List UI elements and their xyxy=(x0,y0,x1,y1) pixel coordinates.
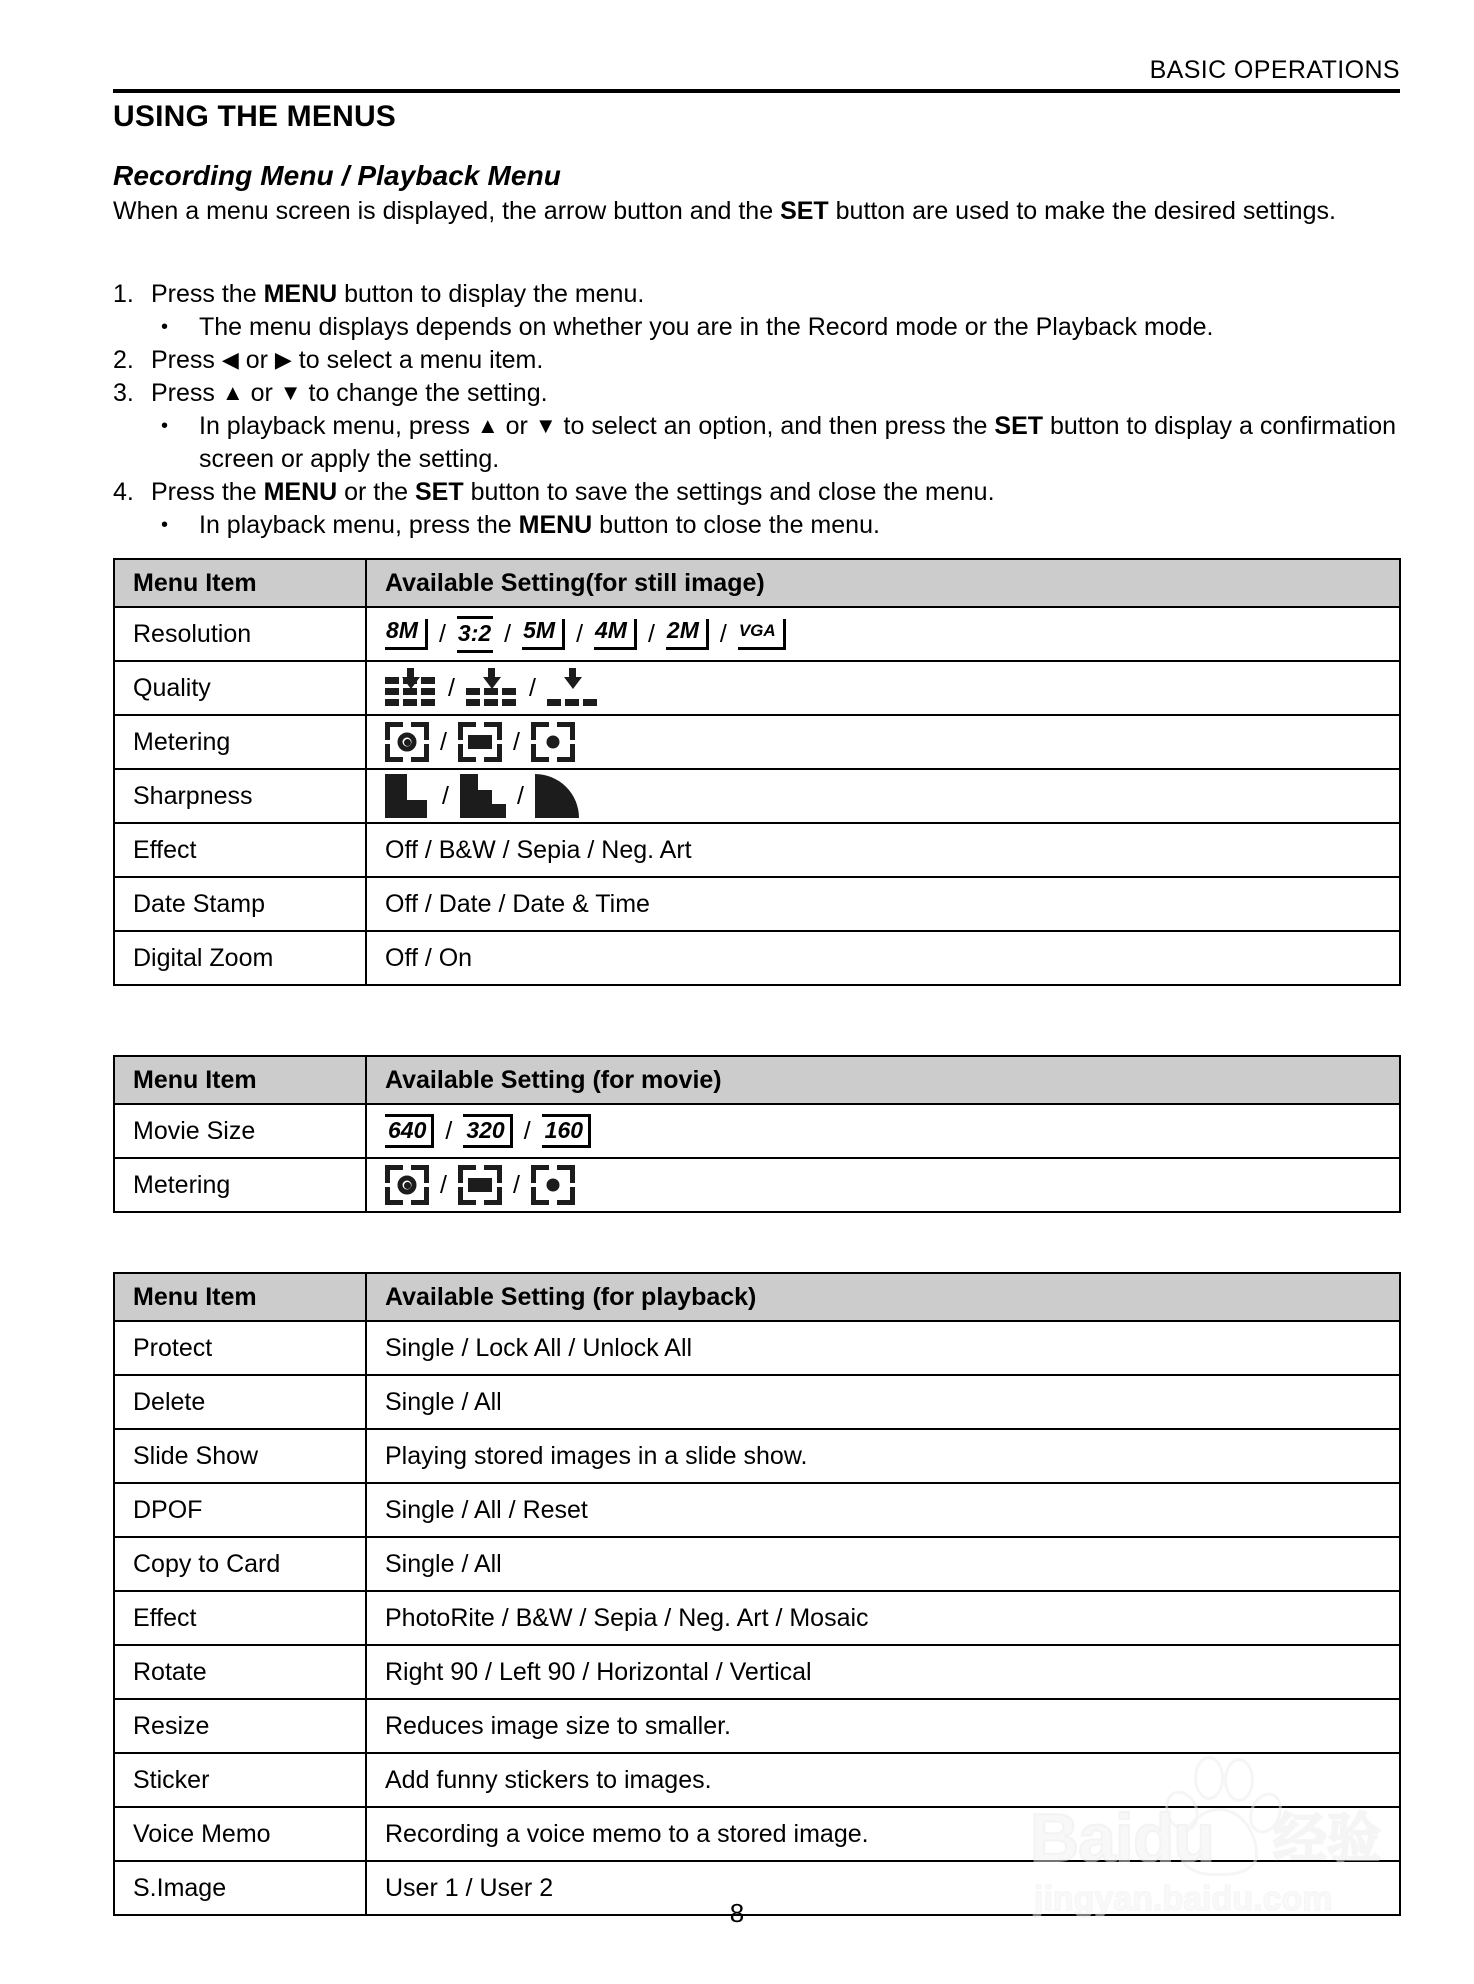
metering-multi-icon xyxy=(458,1165,502,1205)
cell-setting-sharpness xyxy=(366,769,1400,823)
movie-size-160-icon: 160 xyxy=(542,1114,591,1148)
resolution-3to2-icon: 3:2 xyxy=(457,616,493,653)
cell-setting-resolution xyxy=(366,607,1400,661)
table-playback xyxy=(113,1272,1401,1916)
step-mid: or xyxy=(243,379,280,407)
icon-separator: / xyxy=(438,619,446,648)
arrow-down-icon: ▼ xyxy=(534,413,557,438)
cell-menu-item: Copy to Card xyxy=(114,1537,366,1591)
metering-icon-row xyxy=(385,1165,1399,1205)
cell-menu-item: S.Image xyxy=(114,1861,366,1915)
sub-step-text: The menu displays depends on whether you are in the Record mode or the Playback mode. xyxy=(199,313,1214,341)
sub-pre: In playback menu, press xyxy=(199,412,477,440)
cell-menu-item: Metering xyxy=(114,1158,366,1212)
table-row-delete xyxy=(114,1375,1400,1429)
running-header-text: BASIC OPERATIONS xyxy=(1149,56,1400,84)
step-mid: or the xyxy=(337,478,415,506)
movie-size-640-icon: 640 xyxy=(385,1114,434,1148)
arrow-up-icon: ▲ xyxy=(221,380,244,405)
table-row-effect xyxy=(114,823,1400,877)
cell-setting-dpof: Single / All / Reset xyxy=(366,1483,1400,1537)
cell-menu-item: Movie Size xyxy=(114,1104,366,1158)
sharpness-soft-icon xyxy=(535,774,581,818)
cell-setting-voice-memo: Recording a voice memo to a stored image. xyxy=(366,1807,1400,1861)
step-pre: Press xyxy=(151,346,222,374)
icon-separator: / xyxy=(504,619,512,648)
bullet-icon: • xyxy=(161,316,169,338)
running-header xyxy=(113,55,1400,93)
step-text xyxy=(151,476,1413,509)
metering-multi-icon xyxy=(458,722,502,762)
step-bold-menu: MENU xyxy=(263,478,338,506)
table-row-date-stamp xyxy=(114,877,1400,931)
metering-center-icon xyxy=(385,1165,429,1205)
subsection-title: Recording Menu / Playback Menu xyxy=(113,160,561,191)
table-row-digital-zoom xyxy=(114,931,1400,985)
column-header-menu-item: Menu Item xyxy=(114,559,366,607)
table-still-image xyxy=(113,558,1401,986)
step-1 xyxy=(113,278,1413,311)
step-mid: or xyxy=(238,346,275,374)
cell-setting-metering xyxy=(366,1158,1400,1212)
cell-menu-item: Date Stamp xyxy=(114,877,366,931)
table-header-row xyxy=(114,1273,1400,1321)
bullet-icon: • xyxy=(161,415,169,437)
cell-menu-item: Quality xyxy=(114,661,366,715)
step-post: button to display the menu. xyxy=(337,280,645,308)
sub-step-text xyxy=(199,410,1413,476)
table-movie xyxy=(113,1055,1401,1213)
cell-setting-delete: Single / All xyxy=(366,1375,1400,1429)
metering-spot-icon xyxy=(531,722,575,762)
table-row-movie-size xyxy=(114,1104,1400,1158)
quality-economy-icon xyxy=(547,668,599,708)
step-3-sub-1 xyxy=(113,410,1413,476)
intro-prefix: When a menu screen is displayed, the arrow button and the xyxy=(113,197,781,225)
cell-setting-movie-size xyxy=(366,1104,1400,1158)
cell-menu-item: Rotate xyxy=(114,1645,366,1699)
movie-size-icon-row xyxy=(385,1114,1399,1148)
step-pre: Press the xyxy=(151,280,264,308)
cell-setting-rotate: Right 90 / Left 90 / Horizontal / Vertical xyxy=(366,1645,1400,1699)
step-4-sub-1 xyxy=(113,509,1413,542)
quality-fine-icon xyxy=(385,668,437,708)
cell-menu-item: Sharpness xyxy=(114,769,366,823)
sub-mid-2: to select an option, and then press the xyxy=(556,412,995,440)
cell-menu-item: Slide Show xyxy=(114,1429,366,1483)
table-row-resolution xyxy=(114,607,1400,661)
resolution-icon-row xyxy=(385,616,1399,653)
cell-menu-item: Protect xyxy=(114,1321,366,1375)
table-row-dpof xyxy=(114,1483,1400,1537)
step-3 xyxy=(113,377,1413,410)
table-row-effect-playback xyxy=(114,1591,1400,1645)
cell-menu-item: DPOF xyxy=(114,1483,366,1537)
step-bold-set: SET xyxy=(415,478,464,506)
movie-size-320-icon: 320 xyxy=(463,1114,512,1148)
intro-suffix: button are used to make the desired settings. xyxy=(828,197,1336,225)
table-row-slide-show xyxy=(114,1429,1400,1483)
step-text xyxy=(151,344,1413,377)
resolution-vga-icon: VGA xyxy=(738,619,786,650)
sharpness-hard-icon xyxy=(385,774,431,818)
intro-paragraph xyxy=(113,195,1403,228)
cell-setting-sticker: Add funny stickers to images. xyxy=(366,1753,1400,1807)
table-header-row xyxy=(114,559,1400,607)
step-number: 1. xyxy=(113,280,134,308)
sub-bold-menu: MENU xyxy=(518,511,593,539)
intro-bold-set: SET xyxy=(780,197,829,225)
cell-setting-effect: PhotoRite / B&W / Sepia / Neg. Art / Mosaic xyxy=(366,1591,1400,1645)
step-text xyxy=(151,278,1413,311)
cell-menu-item: Effect xyxy=(114,823,366,877)
icon-separator: / xyxy=(512,727,520,756)
icon-separator: / xyxy=(440,1170,447,1199)
sub-pre: In playback menu, press the xyxy=(199,511,519,539)
cell-setting-s-image: User 1 / User 2 xyxy=(366,1861,1400,1915)
arrow-right-icon: ▶ xyxy=(274,347,292,372)
icon-separator: / xyxy=(442,781,449,810)
metering-center-icon xyxy=(385,722,429,762)
cell-menu-item: Metering xyxy=(114,715,366,769)
table-row-metering xyxy=(114,715,1400,769)
resolution-2m-icon: 2M xyxy=(666,619,709,650)
icon-separator: / xyxy=(516,781,524,810)
step-text xyxy=(151,377,1413,410)
cell-setting-effect: Off / B&W / Sepia / Neg. Art xyxy=(366,823,1400,877)
resolution-8m-icon: 8M xyxy=(385,619,428,650)
page-number: 8 xyxy=(729,1898,745,1928)
watermark-url: jingyan.baidu.com xyxy=(1034,1880,1333,1918)
step-bold-menu: MENU xyxy=(263,280,338,308)
table-row-voice-memo xyxy=(114,1807,1400,1861)
table-row-metering-movie xyxy=(114,1158,1400,1212)
bullet-icon: • xyxy=(161,514,169,536)
icon-separator: / xyxy=(445,1116,453,1145)
step-post: to select a menu item. xyxy=(291,346,544,374)
sub-bold-set: SET xyxy=(994,412,1044,440)
metering-spot-icon xyxy=(531,1165,575,1205)
icon-separator: / xyxy=(523,1116,531,1145)
page-title: USING THE MENUS xyxy=(113,100,397,133)
step-1-sub-1 xyxy=(113,311,1413,344)
table-row-sharpness xyxy=(114,769,1400,823)
cell-menu-item: Digital Zoom xyxy=(114,931,366,985)
cell-setting-copy-to-card: Single / All xyxy=(366,1537,1400,1591)
sub-post: button to display a confirmation screen or apply the setting. xyxy=(199,412,1397,473)
column-header-available-setting: Available Setting(for still image) xyxy=(366,559,1400,607)
watermark-brand-cn: 经验 xyxy=(1273,1809,1381,1869)
icon-separator: / xyxy=(528,673,536,702)
quality-normal-icon xyxy=(466,668,518,708)
cell-setting-protect: Single / Lock All / Unlock All xyxy=(366,1321,1400,1375)
arrow-left-icon: ◀ xyxy=(221,347,239,372)
table-row-sticker xyxy=(114,1753,1400,1807)
quality-icon-row xyxy=(385,668,1399,708)
table-row-protect xyxy=(114,1321,1400,1375)
cell-menu-item: Delete xyxy=(114,1375,366,1429)
step-number: 2. xyxy=(113,346,134,374)
metering-icon-row xyxy=(385,722,1399,762)
column-header-available-setting: Available Setting (for playback) xyxy=(366,1273,1400,1321)
table-row-quality xyxy=(114,661,1400,715)
step-post: to change the setting. xyxy=(301,379,548,407)
cell-menu-item: Resolution xyxy=(114,607,366,661)
step-post: button to save the settings and close the menu. xyxy=(463,478,995,506)
column-header-available-setting: Available Setting (for movie) xyxy=(366,1056,1400,1104)
watermark-brand: Baidu xyxy=(1030,1800,1214,1876)
step-number: 4. xyxy=(113,478,134,506)
sharpness-normal-icon xyxy=(460,774,506,818)
icon-separator: / xyxy=(647,619,655,648)
arrow-down-icon: ▼ xyxy=(279,380,302,405)
icon-separator: / xyxy=(448,673,455,702)
steps-list xyxy=(113,278,1413,542)
cell-menu-item: Resize xyxy=(114,1699,366,1753)
step-pre: Press xyxy=(151,379,222,407)
icon-separator: / xyxy=(576,619,584,648)
sub-post: button to close the menu. xyxy=(592,511,880,539)
cell-setting-metering xyxy=(366,715,1400,769)
cell-menu-item: Voice Memo xyxy=(114,1807,366,1861)
resolution-5m-icon: 5M xyxy=(522,619,565,650)
table-row-resize xyxy=(114,1699,1400,1753)
column-header-menu-item: Menu Item xyxy=(114,1056,366,1104)
column-header-menu-item: Menu Item xyxy=(114,1273,366,1321)
cell-setting-digital-zoom: Off / On xyxy=(366,931,1400,985)
icon-separator: / xyxy=(440,727,447,756)
sharpness-icon-row xyxy=(385,774,1399,818)
cell-setting-resize: Reduces image size to smaller. xyxy=(366,1699,1400,1753)
step-pre: Press the xyxy=(151,478,264,506)
step-2 xyxy=(113,344,1413,377)
resolution-4m-icon: 4M xyxy=(594,619,637,650)
arrow-up-icon: ▲ xyxy=(476,413,499,438)
table-header-row xyxy=(114,1056,1400,1104)
sub-mid: or xyxy=(498,412,535,440)
cell-menu-item: Sticker xyxy=(114,1753,366,1807)
sub-step-text xyxy=(199,509,1413,542)
table-row-copy-to-card xyxy=(114,1537,1400,1591)
cell-setting-date-stamp: Off / Date / Date & Time xyxy=(366,877,1400,931)
step-4 xyxy=(113,476,1413,509)
cell-setting-slide-show: Playing stored images in a slide show. xyxy=(366,1429,1400,1483)
step-number: 3. xyxy=(113,379,134,407)
table-row-rotate xyxy=(114,1645,1400,1699)
cell-menu-item: Effect xyxy=(114,1591,366,1645)
icon-separator: / xyxy=(512,1170,520,1199)
cell-setting-quality xyxy=(366,661,1400,715)
icon-separator: / xyxy=(719,619,727,648)
